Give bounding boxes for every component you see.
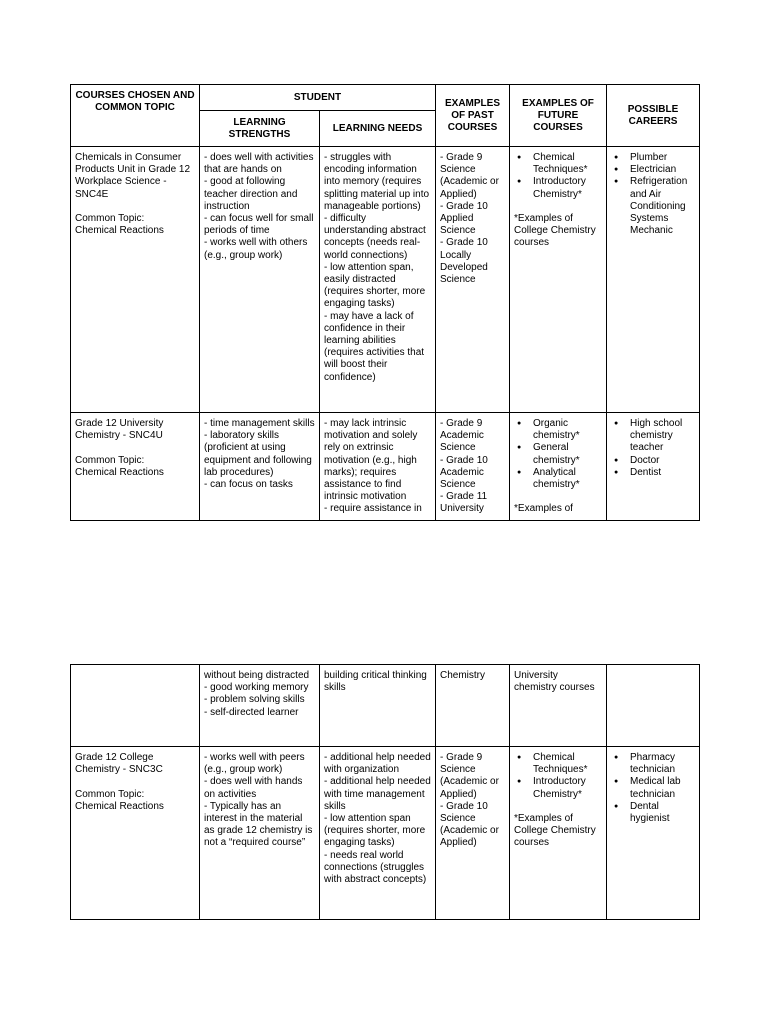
header-learning-strengths: LEARNING STRENGTHS bbox=[200, 111, 320, 147]
list-item: ● Analytical chemistry* bbox=[514, 467, 602, 491]
header-future-courses: EXAMPLES OF FUTURE COURSES bbox=[510, 85, 607, 147]
header-learning-needs: LEARNING NEEDS bbox=[320, 111, 436, 147]
future-note: *Examples of bbox=[514, 503, 573, 515]
course-cell: Grade 12 University Chemistry - SNC4U Common Topic: Chemical Reactions bbox=[71, 413, 200, 521]
table-row bbox=[71, 747, 700, 920]
course-table-part-1 bbox=[70, 84, 700, 521]
list-item: ● General chemistry* bbox=[514, 442, 602, 466]
careers-cell bbox=[607, 747, 700, 920]
header-careers: POSSIBLE CAREERS bbox=[607, 85, 700, 147]
future-courses-cell bbox=[510, 747, 607, 920]
table-row bbox=[71, 413, 700, 521]
list-item: ● Introductory Chemistry* bbox=[514, 776, 602, 800]
future-note: *Examples of College Chemistry courses bbox=[514, 212, 596, 249]
careers-list bbox=[611, 752, 695, 825]
table-row bbox=[71, 665, 700, 747]
careers-cell bbox=[607, 413, 700, 521]
future-courses-list bbox=[514, 152, 602, 201]
course-table-part-2 bbox=[70, 664, 700, 920]
careers-list bbox=[611, 152, 695, 237]
list-item: ● Dentist bbox=[611, 467, 695, 479]
needs-cell: - may lack intrinsic motivation and solely rely on extrinsic motivation (e.g., high marks); requires assistance to find intrinsic motivation - require assistance in bbox=[320, 413, 436, 521]
course-cell bbox=[71, 665, 200, 747]
list-item: ● Pharmacy technician bbox=[611, 752, 695, 776]
strengths-cell: - does well with activities that are hands on - good at following teacher direction and instruction - can focus well for small periods of time - works well with others (e.g., group work) bbox=[200, 147, 320, 413]
future-note: *Examples of College Chemistry courses bbox=[514, 812, 596, 849]
future-courses-list bbox=[514, 418, 602, 491]
course-cell: Grade 12 College Chemistry - SNC3C Common Topic: Chemical Reactions bbox=[71, 747, 200, 920]
future-courses-cell: University chemistry courses bbox=[510, 665, 607, 747]
list-item: ● Medical lab technician bbox=[611, 776, 695, 800]
list-item: ● Plumber bbox=[611, 152, 695, 164]
list-item: ● Chemical Techniques* bbox=[514, 152, 602, 176]
header-student: STUDENT bbox=[200, 85, 436, 111]
future-courses-cell bbox=[510, 413, 607, 521]
table-row bbox=[71, 147, 700, 413]
list-item: ● Doctor bbox=[611, 455, 695, 467]
strengths-cell: - time management skills - laboratory skills (proficient at using equipment and following lab procedures) - can focus on tasks bbox=[200, 413, 320, 521]
list-item: ● Introductory Chemistry* bbox=[514, 176, 602, 200]
list-item: ● Refrigeration and Air Conditioning Systems Mechanic bbox=[611, 176, 695, 237]
list-item: ● Electrician bbox=[611, 164, 695, 176]
past-courses-cell: Chemistry bbox=[436, 665, 510, 747]
future-courses-list bbox=[514, 752, 602, 801]
needs-cell: - struggles with encoding information into memory (requires splitting material up into manageable portions) - difficulty understanding abstract concepts (needs real-world connections) - low attention span, easily distracted (requires shorter, more engaging tasks) - may have a lack of confidence in their learning abilities (requires activities that will boost their confidence) bbox=[320, 147, 436, 413]
list-item: ● Dental hygienist bbox=[611, 801, 695, 825]
past-courses-cell: - Grade 9 Science (Academic or Applied) - Grade 10 Applied Science - Grade 10 Locally Developed Science bbox=[436, 147, 510, 413]
header-past-courses: EXAMPLES OF PAST COURSES bbox=[436, 85, 510, 147]
careers-cell bbox=[607, 147, 700, 413]
list-item: ● High school chemistry teacher bbox=[611, 418, 695, 455]
future-courses-cell bbox=[510, 147, 607, 413]
careers-list bbox=[611, 418, 695, 479]
header-courses: COURSES CHOSEN AND COMMON TOPIC bbox=[71, 85, 200, 147]
list-item: ● Organic chemistry* bbox=[514, 418, 602, 442]
past-courses-cell: - Grade 9 Science (Academic or Applied) - Grade 10 Science (Academic or Applied) bbox=[436, 747, 510, 920]
careers-cell bbox=[607, 665, 700, 747]
strengths-cell: - works well with peers (e.g., group work) - does well with hands on activities - Typically has an interest in the material as grade 12 chemistry is not a “required course” bbox=[200, 747, 320, 920]
course-cell: Chemicals in Consumer Products Unit in Grade 12 Workplace Science - SNC4E Common Topic: Chemical Reactions bbox=[71, 147, 200, 413]
list-item: ● Chemical Techniques* bbox=[514, 752, 602, 776]
strengths-cell: without being distracted - good working memory - problem solving skills - self-directed learner bbox=[200, 665, 320, 747]
needs-cell: - additional help needed with organization - additional help needed with time management skills - low attention span (requires shorter, more engaging tasks) - needs real world connections (struggles with abstract concepts) bbox=[320, 747, 436, 920]
past-courses-cell: - Grade 9 Academic Science - Grade 10 Academic Science - Grade 11 University bbox=[436, 413, 510, 521]
needs-cell: building critical thinking skills bbox=[320, 665, 436, 747]
